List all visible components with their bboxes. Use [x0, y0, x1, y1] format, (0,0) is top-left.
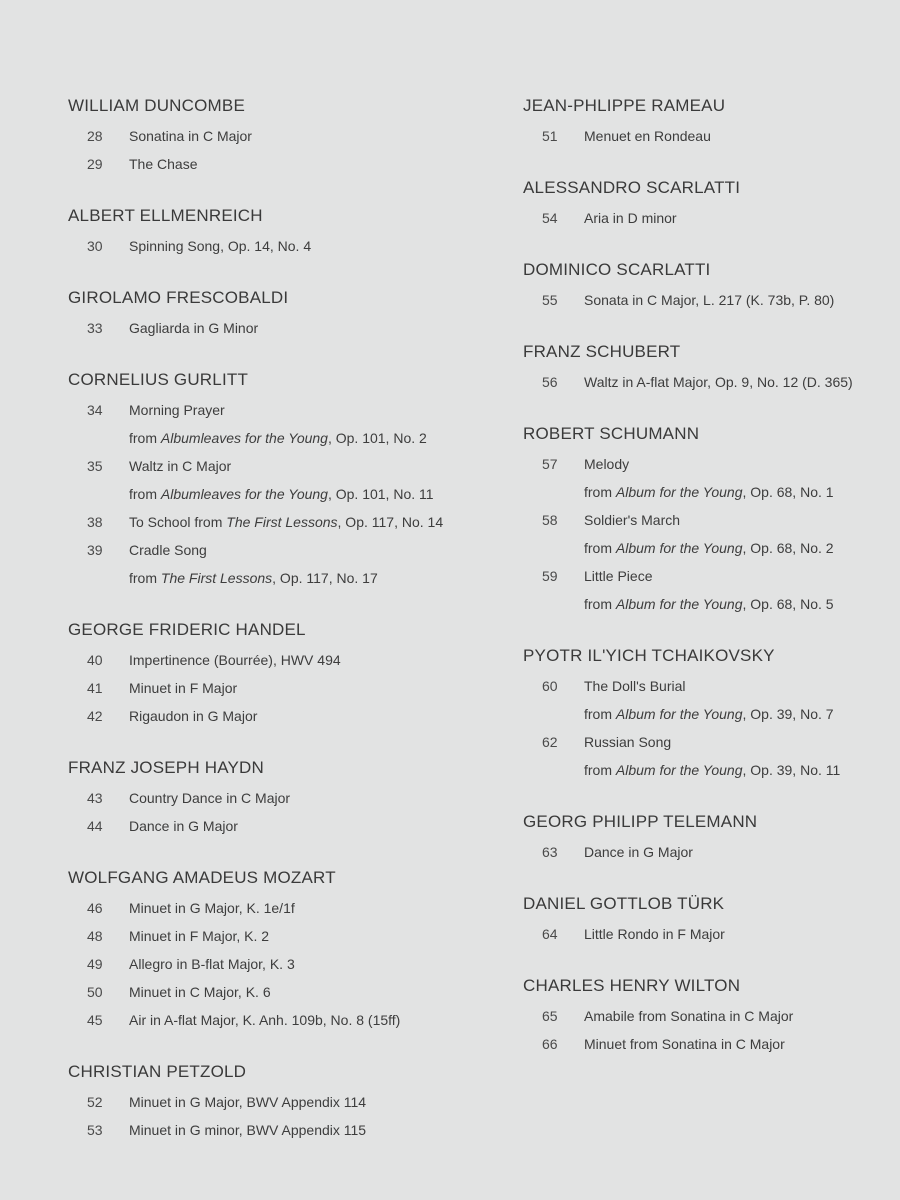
piece-title-text: Gagliarda in G Minor — [129, 320, 259, 336]
page-number: 60 — [542, 678, 558, 694]
page-number: 54 — [542, 210, 558, 226]
piece-text — [129, 922, 488, 950]
source-prefix: from — [584, 596, 616, 612]
piece-title — [129, 646, 488, 674]
collection-title: Album for the Young — [615, 540, 743, 556]
opus-number: , Op. 39, No. 7 — [742, 706, 834, 722]
opus-number: , Op. 101, No. 2 — [327, 430, 427, 446]
piece-source — [584, 590, 893, 618]
piece-text — [584, 672, 893, 728]
page-number: 39 — [87, 542, 103, 558]
piece-title-text: To School from — [129, 514, 227, 530]
piece-title — [584, 1002, 893, 1030]
piece-text — [129, 646, 488, 674]
piece-text — [129, 452, 488, 508]
piece-entry[interactable] — [68, 674, 488, 702]
piece-title-text: Country Dance in C Major — [129, 790, 291, 806]
composer-section — [523, 892, 893, 948]
piece-text — [584, 920, 893, 948]
composer-section — [523, 94, 893, 150]
opus-number: , Op. 117, No. 17 — [272, 570, 378, 586]
piece-source — [129, 480, 488, 508]
piece-title-text: Air in A-flat Major, K. Anh. 109b, No. 8 (15ff) — [129, 1012, 401, 1028]
composer-name: DOMINICO SCARLATTI — [523, 260, 711, 279]
piece-entry[interactable] — [523, 204, 893, 232]
page-number: 57 — [542, 456, 558, 472]
composer-name: ALBERT ELLMENREICH — [68, 206, 263, 225]
composer-name: FRANZ JOSEPH HAYDN — [68, 758, 264, 777]
piece-text — [584, 450, 893, 506]
piece-text — [584, 728, 893, 784]
piece-title — [129, 508, 488, 536]
piece-entry[interactable] — [523, 1030, 893, 1058]
piece-text — [584, 286, 893, 314]
piece-entry[interactable] — [523, 838, 893, 866]
source-prefix: from — [584, 484, 616, 500]
piece-source — [584, 756, 893, 784]
composer-name: ROBERT SCHUMANN — [523, 424, 700, 443]
opus-number: , Op. 39, No. 11 — [742, 762, 841, 778]
piece-entry[interactable] — [68, 812, 488, 840]
piece-title-text: Melody — [584, 456, 630, 472]
collection-title: The First Lessons — [160, 570, 273, 586]
piece-text — [129, 232, 488, 260]
page-number: 33 — [87, 320, 103, 336]
piece-entry[interactable] — [523, 1002, 893, 1030]
contents-column-right — [523, 94, 893, 1084]
opus-number: , Op. 117, No. 14 — [337, 514, 444, 530]
piece-title-text: Sonatina in C Major — [129, 128, 252, 144]
composer-section — [68, 368, 488, 592]
composer-section — [523, 422, 893, 618]
page-number: 30 — [87, 238, 103, 254]
piece-title-text: Little Piece — [584, 568, 653, 584]
composer-name: FRANZ SCHUBERT — [523, 342, 681, 361]
source-prefix: from — [129, 570, 161, 586]
opus-number: , Op. 68, No. 2 — [742, 540, 834, 556]
page-number: 50 — [87, 984, 103, 1000]
piece-title-text: Aria in D minor — [584, 210, 677, 226]
page-number: 52 — [87, 1094, 103, 1110]
piece-title-text: Impertinence (Bourrée), HWV 494 — [129, 652, 341, 668]
piece-text — [129, 784, 488, 812]
piece-text — [129, 122, 488, 150]
piece-title-text: Minuet in C Major, K. 6 — [129, 984, 271, 1000]
piece-title — [584, 728, 893, 756]
page-number: 66 — [542, 1036, 558, 1052]
piece-source — [129, 424, 488, 452]
source-prefix: from — [129, 486, 161, 502]
composer-section — [523, 810, 893, 866]
piece-title — [129, 922, 488, 950]
piece-source — [584, 534, 893, 562]
composer-name: CHRISTIAN PETZOLD — [68, 1062, 247, 1081]
piece-source — [584, 700, 893, 728]
piece-entry[interactable] — [68, 536, 488, 592]
piece-text — [129, 1006, 488, 1034]
piece-text — [584, 562, 893, 618]
composer-name: ALESSANDRO SCARLATTI — [523, 178, 741, 197]
piece-title-text: Minuet from Sonatina in C Major — [584, 1036, 785, 1052]
piece-text — [129, 536, 488, 592]
composer-name: CHARLES HENRY WILTON — [523, 976, 741, 995]
piece-entry[interactable] — [68, 894, 488, 922]
piece-title — [129, 812, 488, 840]
piece-entry[interactable] — [68, 122, 488, 150]
piece-title-text: Waltz in C Major — [129, 458, 232, 474]
piece-title — [129, 122, 488, 150]
piece-title — [129, 396, 488, 424]
piece-title-text: Russian Song — [584, 734, 672, 750]
page-number: 56 — [542, 374, 558, 390]
collection-title: Album for the Young — [615, 762, 743, 778]
piece-entry[interactable] — [68, 978, 488, 1006]
piece-text — [584, 1030, 893, 1058]
collection-title: Albumleaves for the Young — [160, 430, 328, 446]
collection-title: Albumleaves for the Young — [160, 486, 328, 502]
piece-text — [129, 150, 488, 178]
piece-title — [129, 978, 488, 1006]
piece-title — [129, 232, 488, 260]
page-number: 43 — [87, 790, 103, 806]
piece-title — [584, 450, 893, 478]
page-number: 49 — [87, 956, 103, 972]
page-number: 45 — [87, 1012, 103, 1028]
composer-name: PYOTR IL'YICH TCHAIKOVSKY — [523, 646, 775, 665]
composer-section — [68, 94, 488, 178]
page-number: 58 — [542, 512, 558, 528]
collection-title: Album for the Young — [615, 706, 743, 722]
piece-title-text: Minuet in F Major — [129, 680, 238, 696]
composer-section — [68, 866, 488, 1034]
page-number: 29 — [87, 156, 103, 172]
page-number: 64 — [542, 926, 558, 942]
piece-entry[interactable] — [68, 922, 488, 950]
piece-title — [584, 1030, 893, 1058]
piece-entry[interactable] — [68, 508, 488, 536]
piece-text — [129, 396, 488, 452]
piece-title — [584, 562, 893, 590]
page-number: 62 — [542, 734, 558, 750]
piece-title-text: The Chase — [129, 156, 198, 172]
composer-section — [523, 974, 893, 1058]
piece-text — [129, 314, 488, 342]
piece-title — [584, 920, 893, 948]
piece-text — [129, 508, 488, 536]
piece-title — [129, 784, 488, 812]
page-number: 55 — [542, 292, 558, 308]
piece-title-text: Morning Prayer — [129, 402, 225, 418]
piece-entry[interactable] — [68, 702, 488, 730]
composer-name: DANIEL GOTTLOB TÜRK — [523, 894, 725, 913]
composer-name: WOLFGANG AMADEUS MOZART — [68, 868, 336, 887]
page-number: 59 — [542, 568, 558, 584]
piece-title-text: Waltz in A-flat Major, Op. 9, No. 12 (D. 365) — [584, 374, 853, 390]
page-number: 42 — [87, 708, 103, 724]
opus-number: , Op. 101, No. 11 — [327, 486, 434, 502]
piece-title-text: Menuet en Rondeau — [584, 128, 711, 144]
piece-text — [129, 1088, 488, 1116]
page-number: 44 — [87, 818, 103, 834]
composer-section — [68, 618, 488, 730]
piece-title — [584, 672, 893, 700]
piece-text — [584, 1002, 893, 1030]
piece-source — [584, 478, 893, 506]
composer-section — [523, 258, 893, 314]
opus-number: , Op. 68, No. 1 — [742, 484, 834, 500]
piece-title-text: Minuet in G minor, BWV Appendix 115 — [129, 1122, 367, 1138]
composer-name: JEAN-PHLIPPE RAMEAU — [523, 96, 726, 115]
page-number: 63 — [542, 844, 558, 860]
piece-title — [129, 950, 488, 978]
piece-title — [129, 1116, 488, 1144]
piece-text — [129, 674, 488, 702]
composer-section — [523, 340, 893, 396]
composer-name: GEORG PHILIPP TELEMANN — [523, 812, 758, 831]
composer-section — [68, 204, 488, 260]
piece-title-text: Minuet in G Major, BWV Appendix 114 — [129, 1094, 367, 1110]
piece-entry[interactable] — [523, 920, 893, 948]
piece-title-text: Cradle Song — [129, 542, 207, 558]
collection-title: Album for the Young — [615, 596, 743, 612]
page-number: 65 — [542, 1008, 558, 1024]
piece-text — [129, 702, 488, 730]
piece-title-text: Soldier's March — [584, 512, 681, 528]
piece-title-text: Spinning Song, Op. 14, No. 4 — [129, 238, 312, 254]
page-number: 51 — [542, 128, 558, 144]
piece-text — [584, 506, 893, 562]
piece-title — [129, 894, 488, 922]
piece-title — [584, 368, 893, 396]
page-number: 35 — [87, 458, 103, 474]
piece-entry[interactable] — [68, 232, 488, 260]
composer-name: GIROLAMO FRESCOBALDI — [68, 288, 289, 307]
piece-title-text: Dance in G Major — [584, 844, 693, 860]
piece-title — [129, 536, 488, 564]
piece-entry[interactable] — [68, 452, 488, 508]
page-number: 38 — [87, 514, 103, 530]
piece-title — [129, 150, 488, 178]
piece-entry[interactable] — [68, 314, 488, 342]
piece-source — [129, 564, 488, 592]
piece-entry[interactable] — [523, 368, 893, 396]
piece-entry[interactable] — [68, 646, 488, 674]
composer-name: GEORGE FRIDERIC HANDEL — [68, 620, 306, 639]
piece-title — [129, 452, 488, 480]
piece-title-text: Allegro in B-flat Major, K. 3 — [129, 956, 295, 972]
piece-title-text: Minuet in G Major, K. 1e/1f — [129, 900, 295, 916]
piece-title — [129, 1088, 488, 1116]
page-number: 53 — [87, 1122, 103, 1138]
piece-title — [129, 702, 488, 730]
piece-entry[interactable] — [68, 396, 488, 452]
composer-name: CORNELIUS GURLITT — [68, 370, 249, 389]
piece-text — [584, 204, 893, 232]
piece-title-text: Little Rondo in F Major — [584, 926, 725, 942]
piece-title-text: Amabile from Sonatina in C Major — [584, 1008, 794, 1024]
piece-entry[interactable] — [68, 950, 488, 978]
composer-name: WILLIAM DUNCOMBE — [68, 96, 245, 115]
piece-entry[interactable] — [523, 506, 893, 562]
piece-title — [584, 286, 893, 314]
source-prefix: from — [584, 762, 616, 778]
piece-text — [129, 978, 488, 1006]
source-prefix: from — [584, 540, 616, 556]
piece-text — [584, 122, 893, 150]
composer-section — [68, 286, 488, 342]
source-prefix: from — [584, 706, 616, 722]
piece-text — [129, 1116, 488, 1144]
piece-entry[interactable] — [68, 1006, 488, 1034]
piece-entry[interactable] — [523, 450, 893, 506]
piece-text — [129, 894, 488, 922]
piece-entry[interactable] — [523, 562, 893, 618]
page-number: 40 — [87, 652, 103, 668]
piece-entry[interactable] — [68, 784, 488, 812]
piece-title — [129, 314, 488, 342]
contents-column-left — [68, 94, 488, 1170]
piece-title — [129, 674, 488, 702]
piece-title — [584, 506, 893, 534]
piece-entry[interactable] — [68, 1088, 488, 1116]
piece-entry[interactable] — [68, 150, 488, 178]
piece-title — [584, 838, 893, 866]
collection-title: The First Lessons — [226, 514, 338, 530]
page-number: 34 — [87, 402, 103, 418]
composer-section — [68, 756, 488, 840]
composer-section — [68, 1060, 488, 1144]
piece-title-text: The Doll's Burial — [584, 678, 686, 694]
composer-section — [523, 644, 893, 784]
piece-title — [584, 122, 893, 150]
piece-title-text: Rigaudon in G Major — [129, 708, 258, 724]
piece-title-text: Sonata in C Major, L. 217 (K. 73b, P. 80) — [584, 292, 835, 308]
piece-entry[interactable] — [68, 1116, 488, 1144]
page-number: 41 — [87, 680, 103, 696]
piece-text — [129, 812, 488, 840]
piece-entry[interactable] — [523, 286, 893, 314]
piece-text — [584, 838, 893, 866]
piece-text — [584, 368, 893, 396]
piece-entry[interactable] — [523, 672, 893, 728]
piece-title — [584, 204, 893, 232]
page-number: 48 — [87, 928, 103, 944]
piece-title-text: Dance in G Major — [129, 818, 238, 834]
page-number: 46 — [87, 900, 103, 916]
opus-number: , Op. 68, No. 5 — [742, 596, 834, 612]
piece-entry[interactable] — [523, 728, 893, 784]
composer-section — [523, 176, 893, 232]
collection-title: Album for the Young — [615, 484, 743, 500]
page-number: 28 — [87, 128, 103, 144]
piece-text — [129, 950, 488, 978]
piece-entry[interactable] — [523, 122, 893, 150]
source-prefix: from — [129, 430, 161, 446]
piece-title — [129, 1006, 488, 1034]
piece-title-text: Minuet in F Major, K. 2 — [129, 928, 270, 944]
